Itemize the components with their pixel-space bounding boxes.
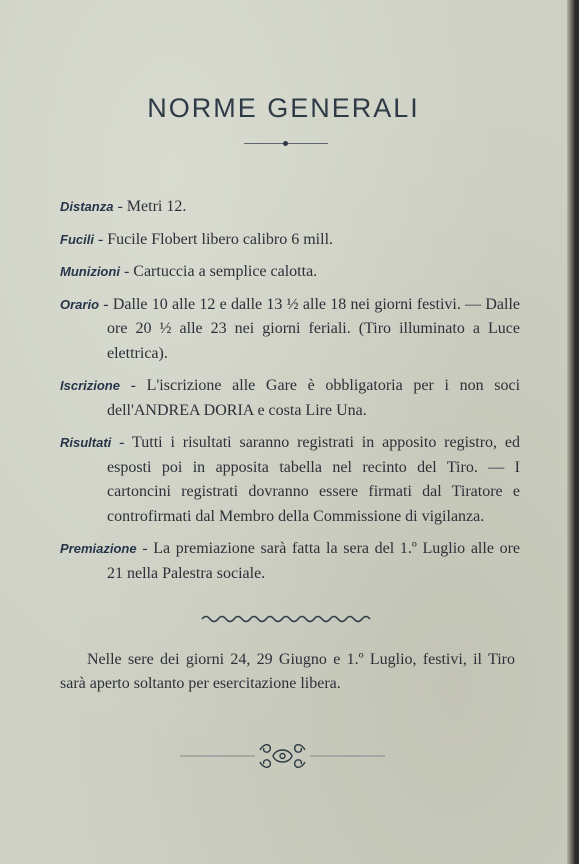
- rule-term: Munizioni: [60, 264, 120, 279]
- rule-iscrizione: Iscrizione - L'iscrizione alle Gare è obbligatoria per i non soci dell'ANDREA DORIA e costa Lire Una.: [60, 377, 521, 419]
- rule-text: Fucile Flobert libero calibro 6 mill.: [107, 230, 334, 248]
- rule-premiazione: Premiazione - La premiazione sarà fatta la sera del 1.º Luglio alle ore 21 nella Palestra sociale.: [60, 540, 521, 582]
- rule-distanza: Distanza - Metri 12.: [60, 198, 187, 215]
- rule-term: Distanza: [60, 199, 114, 214]
- floral-ornament-icon: [180, 738, 385, 774]
- divider-dot-icon: [283, 141, 288, 146]
- page-edge-shadow: [567, 0, 579, 864]
- rule-text: Metri 12.: [126, 198, 187, 215]
- rule-text: L'iscrizione alle Gare è obbligatoria per i non soci dell'ANDREA DORIA e costa Lire Una.: [107, 377, 521, 419]
- wavy-divider-icon: [200, 612, 375, 626]
- rule-risultati: Risultati - Tutti i risultati saranno registrati in apposito registro, ed esposti poi in apposita tabella nel recinto del Tiro. — I cartoncini registrati dovranno essere firmati dal Tiratore e controfirmati dal Membro della Commissione di vigilanza.: [60, 434, 520, 525]
- rule-munizioni: Munizioni - Cartuccia a semplice calotta.: [60, 263, 318, 280]
- rule-term: Premiazione: [60, 541, 137, 556]
- rules-list: [60, 195, 520, 594]
- rule-text: La premiazione sarà fatta la sera del 1.º Luglio alle ore 21 nella Palestra sociale.: [107, 540, 521, 582]
- rule-term: Iscrizione: [60, 378, 120, 393]
- rule-text: Tutti i risultati saranno registrati in apposito registro, ed esposti poi in apposita tabella nel recinto del Tiro. — I cartoncini registrati dovranno essere firmati dal Tiratore e controfirmati dal Membro della Commissione di vigilanza.: [107, 434, 520, 525]
- rule-orario: Orario - Dalle 10 alle 12 e dalle 13 ½ alle 18 nei giorni festivi. — Dalle ore 20 ½ alle 23 nei giorni feriali. (Tiro illuminato a Luce elettrica).: [60, 295, 521, 362]
- closing-note: Nelle sere dei giorni 24, 29 Giugno e 1.º Luglio, festivi, il Tiro sarà aperto soltanto per esercitazione libera.: [60, 651, 515, 692]
- rule-text: Cartuccia a semplice calotta.: [133, 263, 318, 280]
- rule-text: Dalle 10 alle 12 e dalle 13 ½ alle 18 nei giorni festivi. — Dalle ore 20 ½ alle 23 nei giorni feriali. (Tiro illuminato a Luce elettrica).: [107, 295, 521, 362]
- page-title: NORME GENERALI: [147, 93, 420, 123]
- rule-fucili: Fucili - Fucile Flobert libero calibro 6 mill.: [60, 230, 334, 248]
- rule-term: Orario: [60, 296, 100, 312]
- rule-term: Fucili: [60, 231, 94, 247]
- rule-term: Risultati: [60, 435, 112, 450]
